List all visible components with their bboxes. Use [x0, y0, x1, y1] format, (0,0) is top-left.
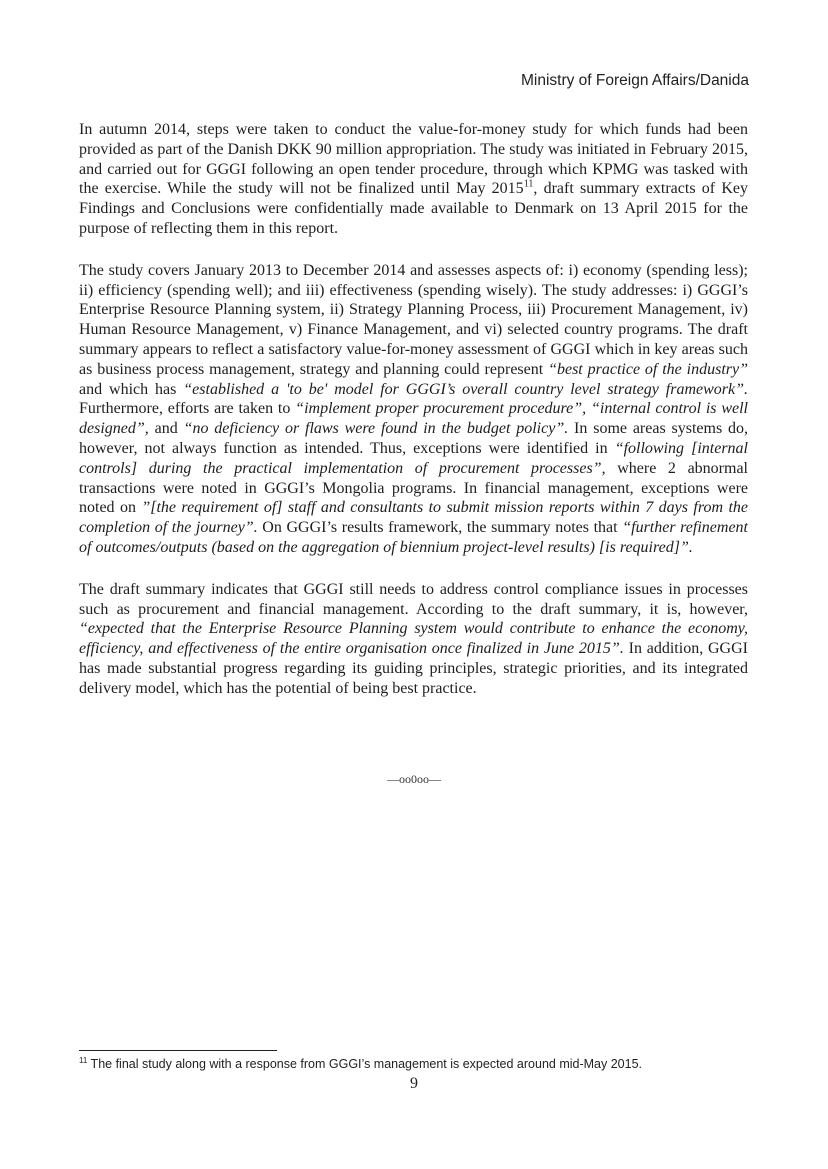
- footnote-text: The final study along with a response from GGGI’s management is expected around mid-May 2015.: [87, 1057, 642, 1071]
- italic-quote: “further refinement of outcomes/outputs (based on the aggregation of biennium project-level results) [is required]”.: [79, 519, 748, 556]
- text-run: In addition, GGGI has made substantial progress regarding its guiding principles, strategic priorities, and its integrated delivery model, which has the potential of being best practice.: [79, 640, 748, 697]
- italic-quote: “expected that the Enterprise Resource Planning system would contribute to enhance the economy, efficiency, and effectiveness of the entire organisation once finalized in June 2015”.: [79, 620, 748, 658]
- footnote-marker: 11: [79, 1055, 88, 1065]
- text-run: The study covers January 2013 to December 2014 and assesses aspects of: i) economy (spending less); ii) efficiency (spending well); and iii) effectiveness (spending wisely). The study addresses: i) GGGI’s Enterprise Resource Planning system, ii) Strategy Planning Process, iii) Procurement Management, iv) Human Resource Management, v) Finance Management, and vi) selected country programs. The draft summary appears to reflect a satisfactory value-for-money assessment of GGGI which in key areas such as business process management, strategy and planning could represent: [79, 261, 748, 378]
- text-run: , draft summary extracts of Key Findings and Conclusions were confidentially made available to Denmark on 13 April 2015 for the purpose of reflecting them in this report.: [79, 180, 749, 237]
- paragraph: [79, 261, 748, 558]
- text-run: On GGGI’s results framework, the summary notes that: [257, 519, 623, 537]
- paragraph: [79, 580, 748, 699]
- italic-quote: ”[the requirement of] staff and consultants to submit mission reports within 7 days from the completion of the journey”.: [79, 499, 748, 537]
- text-run: The draft summary indicates that GGGI still needs to address control compliance issues in processes such as procurement and financial management. According to the draft summary, it is, however,: [79, 580, 748, 618]
- footnote-rule: [79, 1050, 277, 1051]
- italic-quote: “established a 'to be' model for GGGI’s overall country level strategy framework”.: [183, 380, 749, 398]
- text-run: In autumn 2014, steps were taken to conduct the value-for-money study for which funds had been provided as part of the Danish DKK 90 million appropriation. The study was initiated in February 2015, and carried out for GGGI following an open tender procedure, through which KPMG was tasked with the exercise. While the study will not be finalized until May 2015: [79, 121, 748, 198]
- body-text: [79, 120, 748, 721]
- italic-quote: “best practice of the industry”: [548, 360, 749, 378]
- text-run: and: [148, 420, 184, 438]
- text-run: where 2 abnormal transactions were noted in GGGI’s Mongolia programs. In financial management, exceptions were noted on: [79, 459, 748, 517]
- text-run: and which has: [79, 380, 184, 398]
- text-run: In some areas systems do, however, not always function as intended. Thus, exceptions were identified in: [79, 420, 748, 457]
- section-separator: —oo0oo—: [387, 772, 441, 786]
- text-run: Furthermore, efforts are taken to: [79, 400, 296, 418]
- footnote-ref: 11: [523, 179, 534, 191]
- italic-quote: “following [internal controls] during the practical implementation of procurement processes”,: [79, 439, 748, 477]
- page-number: 9: [410, 1075, 418, 1092]
- paragraph: [79, 120, 748, 239]
- running-header: Ministry of Foreign Affairs/Danida: [520, 72, 749, 89]
- italic-quote: “no deficiency or flaws were found in the budget policy”.: [183, 420, 569, 438]
- italic-quote: “implement proper procurement procedure”, “internal control is well designed”,: [79, 400, 748, 438]
- footnote: [79, 1057, 748, 1071]
